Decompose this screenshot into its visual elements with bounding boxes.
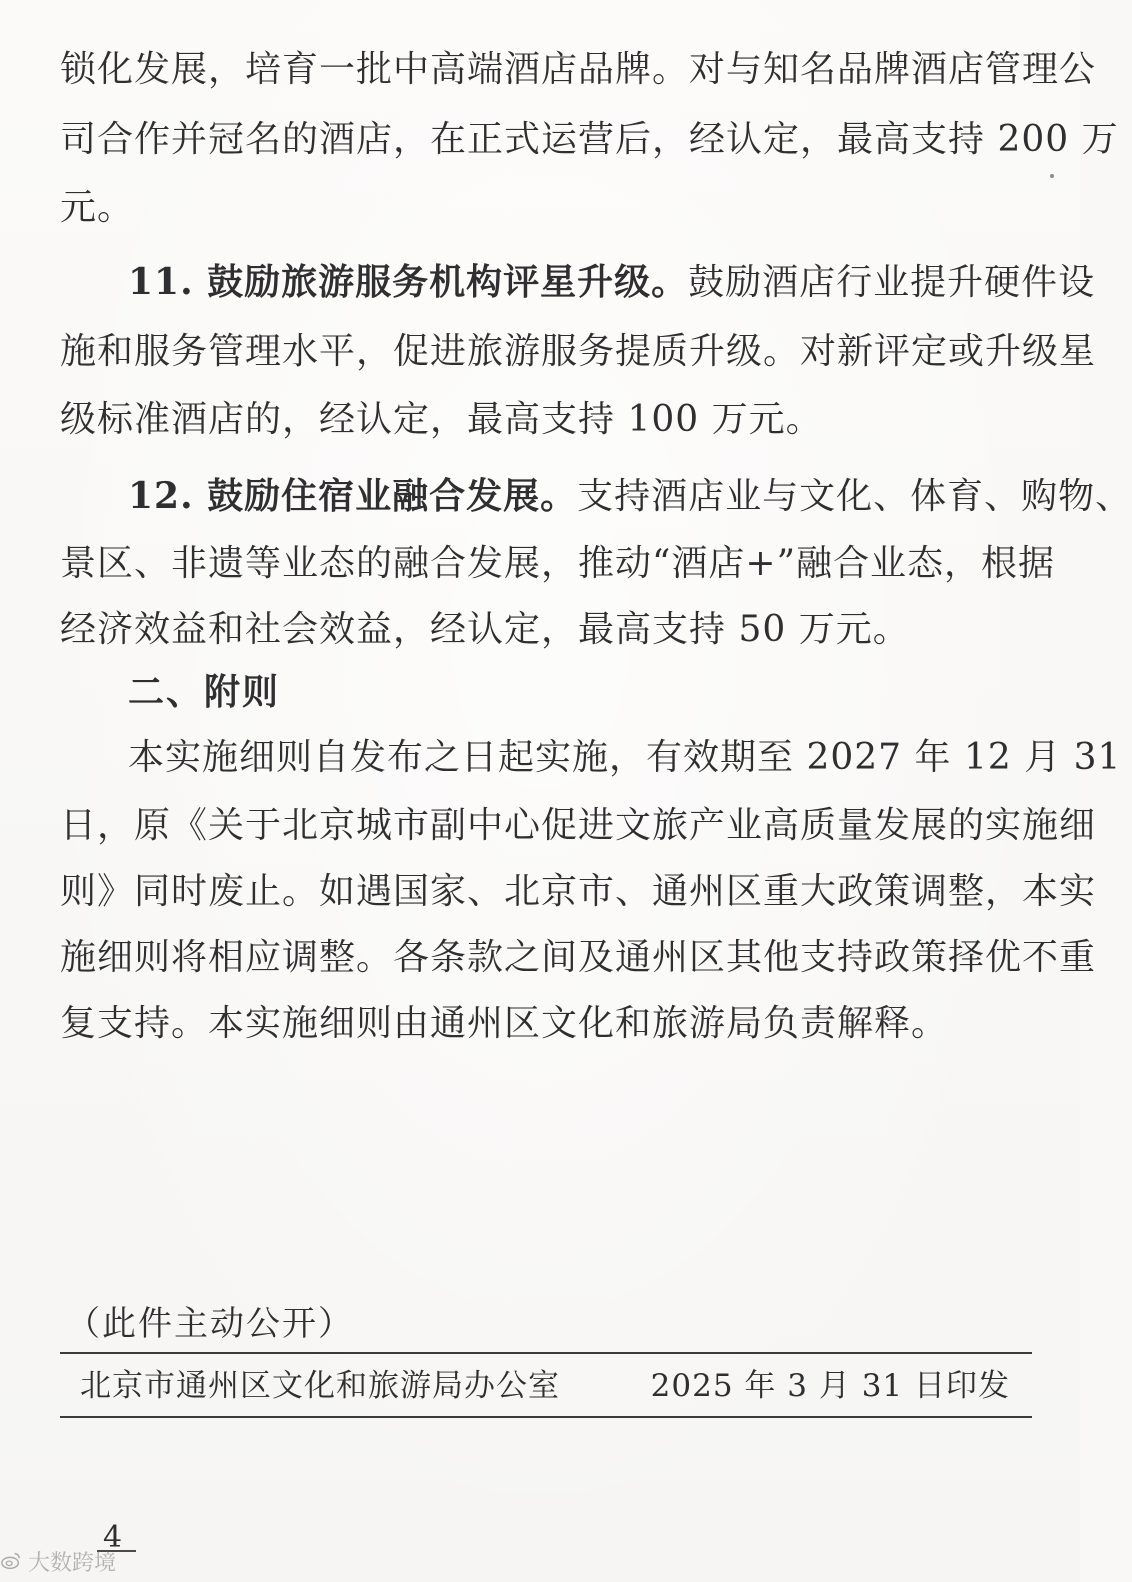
item-12-line <box>128 464 1132 528</box>
item-12-title: 12. 鼓励住宿业融合发展。 <box>128 475 578 517</box>
item-12-line: 景区、非遗等业态的融合发展，推动“酒店+”融合业态，根据 <box>60 543 1055 584</box>
footer-top-rule <box>60 1352 1032 1354</box>
item-11-line: 施和服务管理水平，促进旅游服务提质升级。对新评定或升级星 <box>60 331 1097 372</box>
paragraph-line: 司合作并冠名的酒店，在正式运营后，经认定，最高支持 200 万 <box>60 119 1119 160</box>
watermark <box>0 1546 116 1576</box>
disclosure-note: （此件主动公开） <box>66 1304 354 1344</box>
item-12-line: 经济效益和社会效益，经认定，最高支持 50 万元。 <box>60 609 910 650</box>
issuer-name: 北京市通州区文化和旅游局办公室 <box>80 1368 560 1404</box>
watermark-text: 大数跨境 <box>28 1550 117 1576</box>
issue-date: 2025 年 3 月 31 日印发 <box>650 1368 1010 1404</box>
item-11-text: 鼓励酒店行业提升硬件设 <box>688 262 1096 303</box>
section-2-line: 日，原《关于北京城市副中心促进文旅产业高质量发展的实施细 <box>60 805 1097 846</box>
weibo-logo-icon <box>0 1550 22 1572</box>
item-11-line <box>128 250 1096 314</box>
section-2-line: 施细则将相应调整。各条款之间及通州区其他支持政策择优不重 <box>60 937 1097 978</box>
page-number: 4 <box>103 1518 122 1558</box>
item-11-line: 级标准酒店的，经认定，最高支持 100 万元。 <box>60 399 823 440</box>
footer-bottom-rule <box>60 1416 1032 1418</box>
item-11-title: 11. 鼓励旅游服务机构评星升级。 <box>128 261 689 303</box>
section-2-line: 复支持。本实施细则由通州区文化和旅游局负责解释。 <box>60 1003 949 1044</box>
section-heading: 二、附则 <box>128 671 281 713</box>
section-2-line: 则》同时废止。如遇国家、北京市、通州区重大政策调整，本实 <box>60 871 1097 912</box>
paragraph-line: 元。 <box>60 187 135 228</box>
section-2-line: 本实施细则自发布之日起实施，有效期至 2027 年 12 月 31 <box>128 737 1122 778</box>
scan-speck <box>1050 174 1054 178</box>
paragraph-line: 锁化发展，培育一批中高端酒店品牌。对与知名品牌酒店管理公 <box>60 49 1097 90</box>
item-12-text: 支持酒店业与文化、体育、购物、 <box>577 476 1132 517</box>
